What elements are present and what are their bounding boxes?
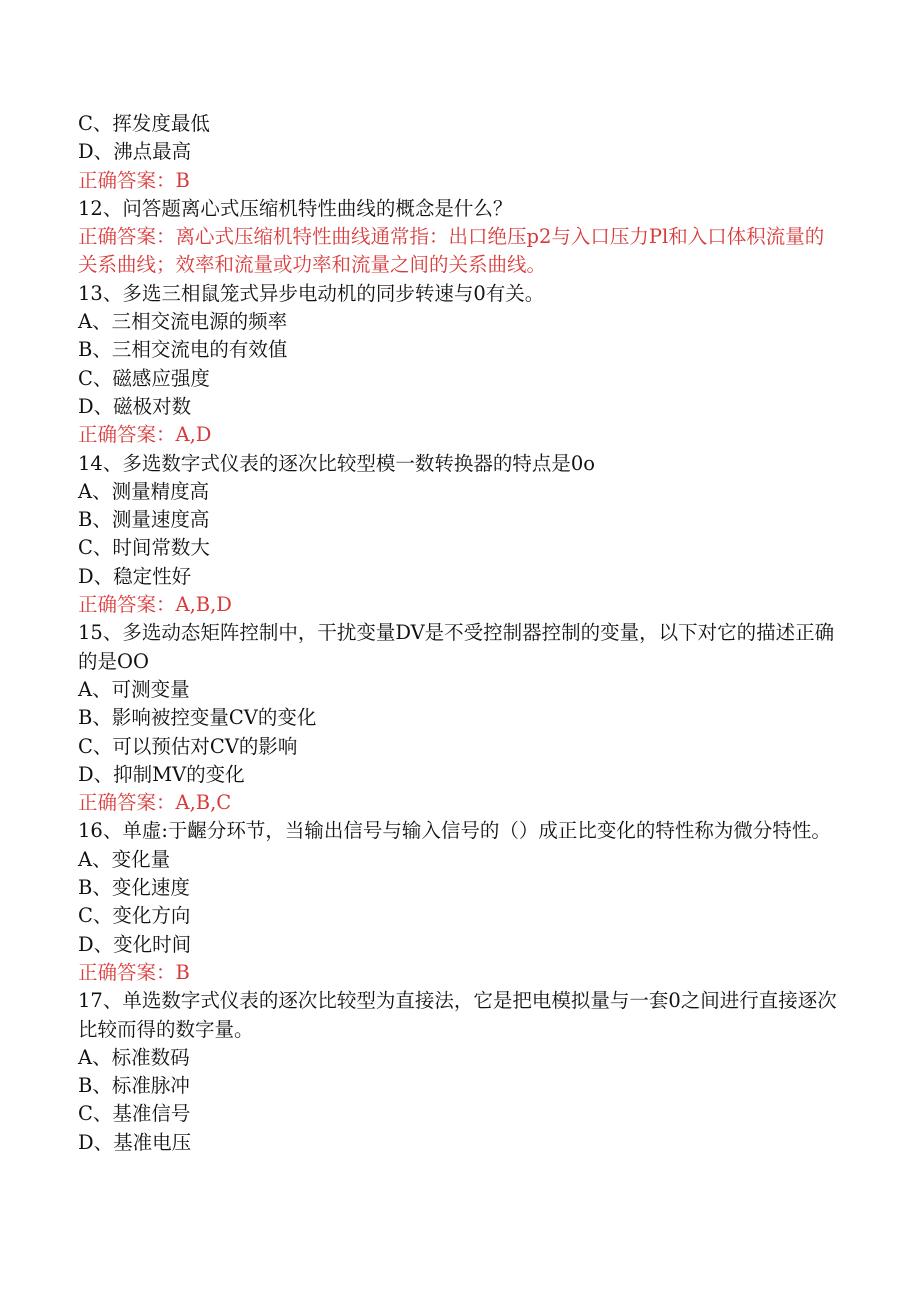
option-c-q17: C、基准信号 (78, 1102, 191, 1126)
option-a-q15: A、可测变量 (78, 677, 190, 701)
option-d-q15: D、抑制MV的变化 (78, 762, 245, 786)
answer-q16: 正确答案：B (78, 960, 190, 984)
option-b-q14: B、测量速度高 (78, 508, 210, 532)
answer-q15: 正确答案：A,B,C (78, 791, 232, 815)
document-page (78, 110, 838, 1157)
option-a-q17: A、标准数码 (78, 1045, 190, 1069)
question-13: 13、多选三相鼠笼式异步电动机的同步转速与0有关。 (78, 281, 545, 305)
question-12: 12、问答题离心式压缩机特性曲线的概念是什么？ (78, 196, 513, 220)
option-d-q14: D、稳定性好 (78, 564, 192, 588)
option-c-q13: C、磁感应强度 (78, 366, 210, 390)
option-d-q16: D、变化时间 (78, 932, 192, 956)
option-b-q17: B、标准脉冲 (78, 1074, 190, 1098)
option-c-q14: C、时间常数大 (78, 536, 210, 560)
option-a-q14: A、测量精度高 (78, 479, 210, 503)
option-b-q16: B、变化速度 (78, 876, 190, 900)
answer-q14: 正确答案：A,B,D (78, 593, 232, 617)
answer-q12: 正确答案：离心式压缩机特性曲线通常指：出口绝压p2与入口压力Pl和入口体积流量的关系曲线；效率和流量或功率和流量之间的关系曲线。 (78, 225, 825, 277)
option-a-q13: A、三相交流电源的频率 (78, 310, 288, 334)
question-17: 17、单选数字式仪表的逐次比较型为直接法，它是把电模拟量与一套0之间进行直接逐次比较而得的数字量。 (78, 989, 837, 1041)
question-16: 16、单虛:于齷分环节，当输出信号与输入信号的（）成正比变化的特性称为微分特性。 (78, 819, 831, 843)
option-b-q13: B、三相交流电的有效值 (78, 338, 288, 362)
option-c-q16: C、变化方向 (78, 904, 191, 928)
question-15: 15、多选动态矩阵控制中，干扰变量DV是不受控制器控制的变量，以下对它的描述正确的是OO (78, 621, 835, 673)
answer-q11: 正确答案：B (78, 168, 190, 192)
option-d-q13: D、磁极对数 (78, 394, 192, 418)
option-a-q16: A、变化量 (78, 847, 171, 871)
option-d-q11: D、沸点最高 (78, 140, 192, 164)
option-c-q15: C、可以预估对CV的影响 (78, 734, 298, 758)
answer-q13: 正确答案：A,D (78, 423, 212, 447)
option-d-q17: D、基准电压 (78, 1130, 192, 1154)
question-14: 14、多选数字式仪表的逐次比较型模一数转换器的特点是0o (78, 451, 595, 475)
option-b-q15: B、影响被控变量CV的变化 (78, 706, 317, 730)
option-c-q11: C、挥发度最低 (78, 112, 210, 135)
